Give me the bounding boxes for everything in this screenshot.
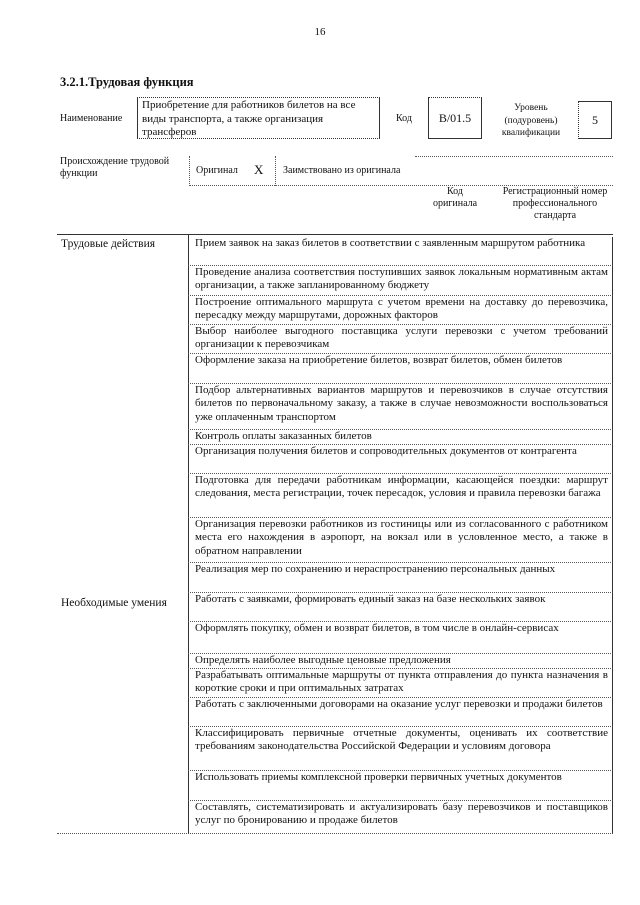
table-row: Оформлять покупку, обмен и возврат билетов, в том числе в онлайн-сервисах xyxy=(188,622,613,654)
table-row: Составлять, систематизировать и актуализировать базу перевозчиков и поставщиков услуг по бронированию и продаже билетов xyxy=(188,801,613,834)
origin-label: Происхождение трудовой функции xyxy=(60,156,170,179)
table-row: Использовать приемы комплексной проверки первичных учетных документов xyxy=(188,771,613,801)
table-row: Работать с заключенными договорами на оказание услуг перевозки и продажи билетов xyxy=(188,698,613,727)
table-row: Контроль оплаты заказанных билетов xyxy=(188,430,613,445)
level-value: 5 xyxy=(578,101,612,139)
table-row: Организация получения билетов и сопроводительных документов от контрагента xyxy=(188,445,613,474)
origin-divider xyxy=(189,156,190,186)
level-label: Уровень (подуровень) квалификации xyxy=(501,103,561,138)
table-row: Построение оптимального маршрута с учетом времени на доставку до перевозчика, пересадку между маршрутами, дорожных факторов xyxy=(188,296,613,325)
table-row: Разрабатывать оптимальные маршруты от пункта отправления до пункта назначения в короткие сроки и при оптимальных затратах xyxy=(188,669,613,698)
labor-actions-label: Трудовые действия xyxy=(61,238,156,250)
page-number: 16 xyxy=(314,26,326,38)
skills-label: Необходимые умения xyxy=(61,597,167,609)
original-label: Оригинал xyxy=(196,165,238,176)
table-row: Прием заявок на заказ билетов в соответствии с заявленным маршрутом работника xyxy=(188,237,613,266)
table-row: Реализация мер по сохранению и нераспространению персональных данных xyxy=(188,563,613,593)
code-value: В/01.5 xyxy=(428,97,482,139)
origin-top-rule xyxy=(415,156,613,157)
table-row: Подготовка для передачи работникам информации, касающейся поездки: маршрут следования, места регистрации, точек пересадок, условия и правила перевозки багажа xyxy=(188,474,613,518)
origin-mid-divider xyxy=(275,156,276,186)
table-row: Подбор альтернативных вариантов маршрутов и перевозчиков в случае отсутствия билетов по первоначальному заказу, а также в случае невозможности воспользоваться уже оплаченным транспортом xyxy=(188,384,613,430)
table-row: Оформление заказа на приобретение билетов, возврат билетов, обмен билетов xyxy=(188,354,613,384)
original-code-caption: Код оригинала xyxy=(432,186,478,209)
table-row: Работать с заявками, формировать единый заказ на базе нескольких заявок xyxy=(188,593,613,622)
borrowed-label: Заимствовано из оригинала xyxy=(283,165,401,176)
reg-number-caption: Регистрационный номер профессионального стандарта xyxy=(502,186,608,221)
code-label: Код xyxy=(396,113,412,124)
table-row: Классифицировать первичные отчетные документы, оценивать их соответствие требованиям законодательства Российской Федерации и условиям договора xyxy=(188,727,613,771)
table-row: Проведение анализа соответствия поступивших заявок локальным нормативным актам организации, а также запланированному бюджету xyxy=(188,266,613,296)
table-row: Организация перевозки работников из гостиницы или из согласованного с работником места его нахождения в аэропорт, на вокзал или в условленное место, а также в обратном направлении xyxy=(188,518,613,563)
table-row: Определять наиболее выгодные ценовые предложения xyxy=(188,654,613,669)
name-label: Наименование xyxy=(60,113,123,124)
original-mark: X xyxy=(254,162,264,177)
table-row: Выбор наиболее выгодного поставщика услуги перевозки с учетом требований организации к перевозчикам xyxy=(188,325,613,354)
section-title: 3.2.1.Трудовая функция xyxy=(60,75,194,89)
function-name-value: Приобретение для работников билетов на все виды транспорта, а также организация трансферов xyxy=(137,97,380,139)
